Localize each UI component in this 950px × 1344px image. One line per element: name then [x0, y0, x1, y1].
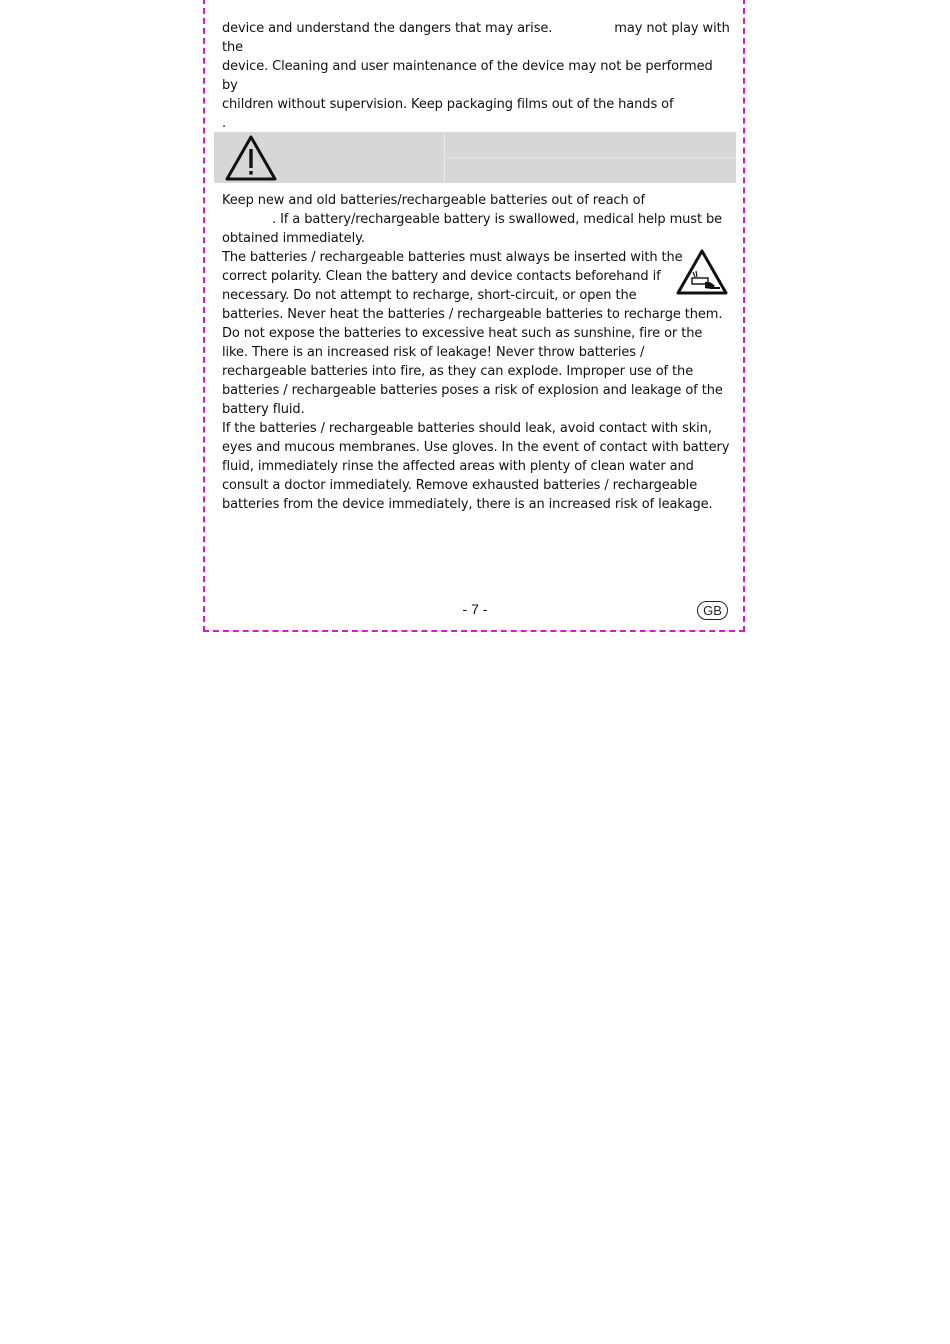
battery-paragraph: batteries. Never heat the batteries / rechargeable batteries to recharge them. Do not expose the batteries to excessive heat such as sunshine, fire or the like. There is an increased risk of leakage! Never throw batteries / rechargeable batteries into fire, as they can explode. Improper use of the batteries / rechargeable batteries poses a risk of explosion and leakage of the battery fluid. [222, 307, 723, 417]
page-number: - 7 - [462, 601, 488, 617]
warning-header-bar [214, 132, 736, 183]
intro-line: children without supervision. Keep packaging films out of the hands of. [222, 97, 674, 131]
battery-line: correct polarity. Clean the battery and device contacts beforehand if [222, 269, 661, 284]
country-code-badge: GB [697, 601, 728, 620]
intro-line: device. Cleaning and user maintenance of the device may not be performed by [222, 59, 713, 93]
corrosive-hazard-icon [675, 248, 729, 296]
battery-line: . If a battery/rechargeable battery is swallowed, medical help must be [272, 212, 723, 227]
battery-line: necessary. Do not attempt to recharge, short-circuit, or open the [222, 288, 637, 303]
battery-safety-text [222, 191, 730, 514]
header-rule [444, 157, 736, 158]
battery-line: The batteries / rechargeable batteries must always be inserted with the [222, 250, 683, 265]
battery-line: obtained immediately. [222, 231, 365, 246]
warning-triangle-icon [224, 134, 278, 182]
leak-paragraph: If the batteries / rechargeable batteries should leak, avoid contact with skin, eyes and mucous membranes. Use gloves. In the event of contact with battery fluid, immediately rinse the affected areas with plenty of clean water and consult a doctor immediately. Remove exhausted batteries / rechargeable batteries from the device immediately, there is an increased risk of leakage. [222, 421, 730, 512]
intro-line: device and understand the dangers that may arise. may not play with the [222, 21, 730, 55]
battery-line: Keep new and old batteries/rechargeable batteries out of reach of [222, 193, 645, 208]
